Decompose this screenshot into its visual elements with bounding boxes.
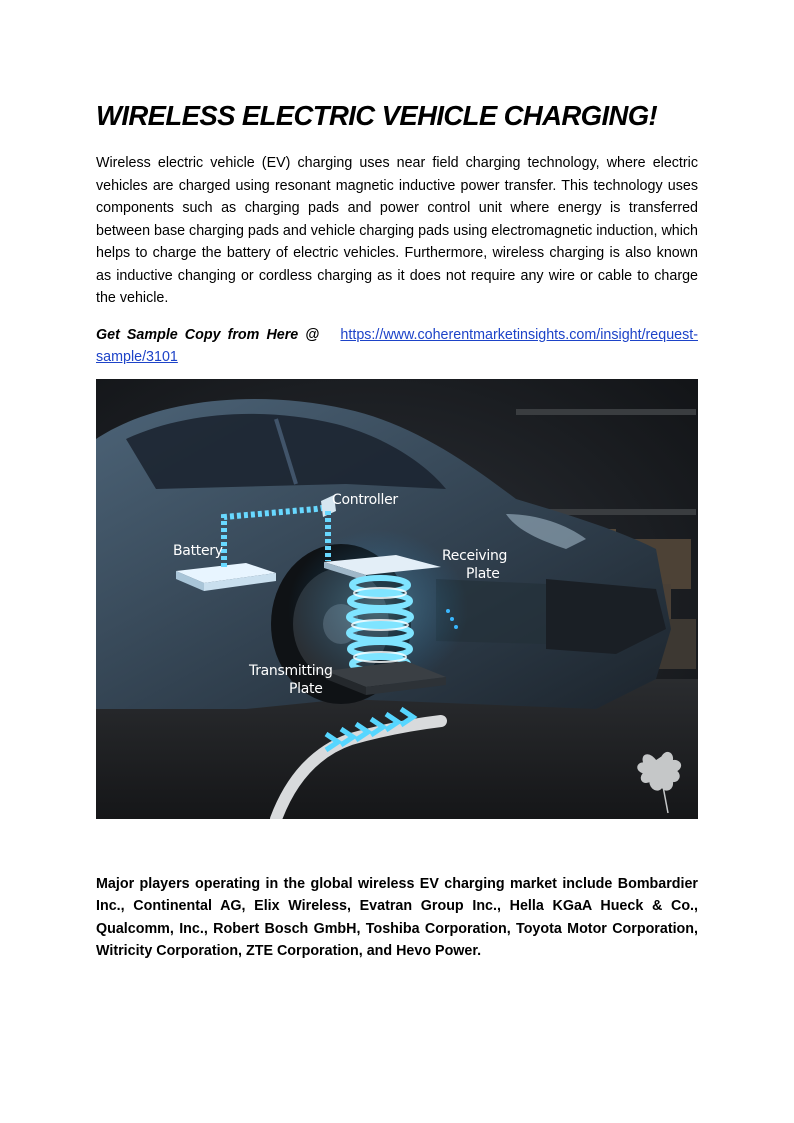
major-players-paragraph: Major players operating in the global wireless EV charging market include Bombardier Inc., Continental AG, Elix Wireless, Evatran Group Inc., Hella KGaA Hueck & Co., Qualcomm, Inc., Robert Bosch GmbH, Toshiba Corporation, Toyota Motor Corporation, Witricity Corporation, ZTE Corporation, and Hevo Power. bbox=[96, 875, 698, 959]
sample-copy-line bbox=[96, 324, 698, 369]
label-battery: Battery bbox=[173, 542, 223, 559]
sample-copy-label: Get Sample Copy from Here @ bbox=[96, 326, 320, 343]
label-receiving-line1: Receiving bbox=[442, 547, 508, 564]
page-title: WIRELESS ELECTRIC VEHICLE CHARGING! bbox=[96, 100, 658, 131]
label-receiving-line2: Plate bbox=[466, 565, 500, 582]
sample-copy-link[interactable]: https://www.coherentmarketinsights.com/insight/request-sample/3101 bbox=[96, 326, 698, 365]
document-page bbox=[96, 96, 698, 963]
label-transmitting-line1: Transmitting bbox=[249, 662, 333, 679]
wireless-charging-illustration bbox=[96, 379, 698, 819]
label-controller: Controller bbox=[332, 491, 398, 508]
intro-paragraph: Wireless electric vehicle (EV) charging uses near field charging technology, where electric vehicles are charged using resonant magnetic inductive power transfer. This technology uses components such as charging pads and power control unit where energy is transferred between base charging pads and vehicle charging pads using electromagnetic induction, which helps to charge the battery of electric vehicles. Furthermore, wireless charging is also known as inductive changing or cordless charging as it does not require any wire or cable to charge the vehicle. bbox=[96, 155, 698, 306]
label-transmitting-line2: Plate bbox=[289, 680, 323, 697]
